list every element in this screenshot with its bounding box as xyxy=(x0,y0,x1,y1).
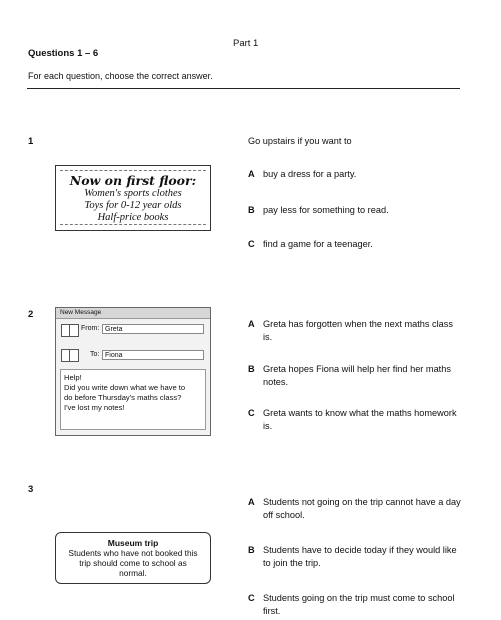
option-letter: A xyxy=(248,319,255,329)
to-label: To: xyxy=(90,351,100,358)
sign-line: Women's sports clothes xyxy=(84,188,182,199)
header-divider xyxy=(27,88,460,89)
option-text: find a game for a teenager. xyxy=(263,239,373,249)
question-3-option-c[interactable] xyxy=(248,592,463,617)
from-label: From: xyxy=(81,325,100,332)
option-letter: C xyxy=(248,408,255,418)
question-2-number: 2 xyxy=(28,309,34,320)
message-window-title: New Message xyxy=(56,308,210,319)
option-text: Students not going on the trip cannot have a day off school. xyxy=(263,497,461,520)
option-letter: B xyxy=(248,364,255,374)
option-letter: C xyxy=(248,593,255,603)
message-line: Did you write down what we have to xyxy=(64,383,186,392)
address-book-icon[interactable] xyxy=(61,349,79,362)
message-body[interactable] xyxy=(60,369,206,430)
question-1-option-c[interactable] xyxy=(248,238,463,251)
message-window xyxy=(55,307,211,436)
option-letter: A xyxy=(248,169,255,179)
sign-title: Now on first floor: xyxy=(69,173,197,188)
option-text: Students have to decide today if they would like to join the trip. xyxy=(263,545,457,568)
question-2-option-c[interactable] xyxy=(248,407,463,432)
question-1-stem: Go upstairs if you want to xyxy=(248,136,352,146)
question-1-option-a[interactable] xyxy=(248,168,463,181)
questions-heading: Questions 1 – 6 xyxy=(28,48,99,59)
message-line: Help! xyxy=(64,373,82,382)
option-text: Greta has forgotten when the next maths class is. xyxy=(263,319,453,342)
option-letter: C xyxy=(248,239,255,249)
option-text: buy a dress for a party. xyxy=(263,169,357,179)
sign-line: Half-price books xyxy=(97,212,169,223)
message-line: I've lost my notes! xyxy=(64,403,125,412)
notice-line: trip should come to school as xyxy=(79,558,187,568)
option-letter: B xyxy=(248,545,255,555)
address-book-icon[interactable] xyxy=(61,324,79,337)
question-2-option-a[interactable] xyxy=(248,318,463,343)
notice-line: normal. xyxy=(119,568,147,578)
option-text: Greta wants to know what the maths homework is. xyxy=(263,408,457,431)
museum-notice xyxy=(55,532,211,584)
question-3-option-a[interactable] xyxy=(248,496,463,521)
option-text: Greta hopes Fiona will help her find her maths notes. xyxy=(263,364,451,387)
instruction-text: For each question, choose the correct answer. xyxy=(28,71,213,81)
question-3-option-b[interactable] xyxy=(248,544,463,569)
question-1-number: 1 xyxy=(28,136,34,147)
question-3-number: 3 xyxy=(28,484,34,495)
question-2-option-b[interactable] xyxy=(248,363,463,388)
from-field[interactable]: Greta xyxy=(102,324,204,334)
question-1-option-b[interactable] xyxy=(248,204,463,217)
option-letter: A xyxy=(248,497,255,507)
option-letter: B xyxy=(248,205,255,215)
message-line: do before Thursday's maths class? xyxy=(64,393,182,402)
sign-line: Toys for 0-12 year olds xyxy=(84,200,182,211)
part-heading: Part 1 xyxy=(233,38,259,49)
to-field[interactable]: Fiona xyxy=(102,350,204,360)
option-text: pay less for something to read. xyxy=(263,205,389,215)
sign-top-border xyxy=(60,170,206,172)
sign-bottom-border xyxy=(60,224,206,226)
option-text: Students going on the trip must come to school first. xyxy=(263,593,455,616)
store-sign xyxy=(55,165,211,231)
notice-line: Students who have not booked this xyxy=(68,548,198,558)
notice-title: Museum trip xyxy=(107,538,159,548)
